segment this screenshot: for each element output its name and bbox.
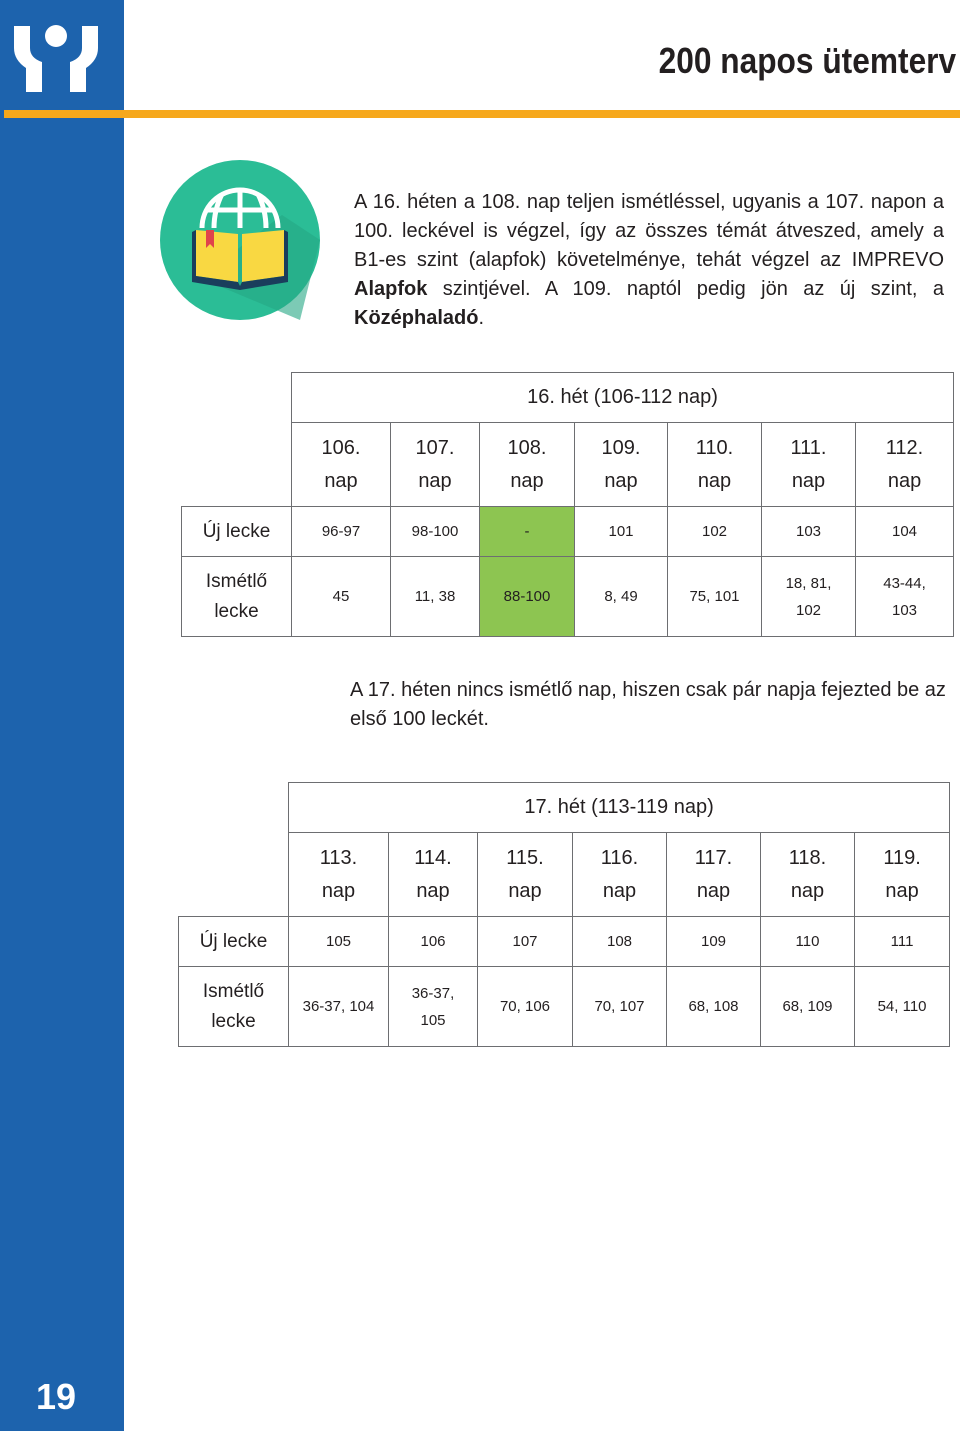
table-cell: 11, 38: [391, 557, 480, 637]
table-cell: 96-97: [292, 507, 391, 557]
day-header: 114. nap: [389, 833, 478, 917]
table-cell: 102: [668, 507, 762, 557]
table-corner: [182, 423, 292, 507]
day-header: 110. nap: [668, 423, 762, 507]
day-header: 111. nap: [762, 423, 856, 507]
table-cell: 8, 49: [575, 557, 668, 637]
table-cell: 36-37, 105: [389, 967, 478, 1047]
table-cell: 68, 108: [667, 967, 761, 1047]
week17-schedule-table: [178, 782, 950, 1047]
day-header: 119. nap: [855, 833, 950, 917]
table-row: [179, 833, 950, 917]
table-corner: [179, 783, 289, 833]
table-corner: [179, 833, 289, 917]
week17-note: A 17. héten nincs ismétlő nap, hiszen csak pár napja fejezted be az első 100 leckét.: [350, 679, 946, 730]
table-row: [182, 507, 954, 557]
table-cell: 70, 107: [573, 967, 667, 1047]
table-cell: 109: [667, 917, 761, 967]
week16-title: 16. hét (106-112 nap): [292, 373, 954, 423]
table-cell: 103: [762, 507, 856, 557]
day-header: 109. nap: [575, 423, 668, 507]
intro-text: szintjével. A 109. naptól pedig jön az új szint, a: [427, 278, 944, 300]
day-header: 108. nap: [480, 423, 575, 507]
table-row: [182, 423, 954, 507]
table-cell: 36-37, 104: [289, 967, 389, 1047]
table-cell: 54, 110: [855, 967, 950, 1047]
table-cell: 108: [573, 917, 667, 967]
table-cell: 104: [856, 507, 954, 557]
table-cell: 101: [575, 507, 668, 557]
table-cell: 106: [389, 917, 478, 967]
review-lesson-label: Ismétlő lecke: [182, 557, 292, 637]
intro-text: .: [478, 307, 485, 329]
day-header: 107. nap: [391, 423, 480, 507]
globe-book-icon: [160, 160, 320, 320]
table-cell: 98-100: [391, 507, 480, 557]
table-cell: 111: [855, 917, 950, 967]
day-header: 112. nap: [856, 423, 954, 507]
intro-bold-level: Alapfok: [354, 278, 428, 300]
table-cell: 18, 81, 102: [762, 557, 856, 637]
new-lesson-label: Új lecke: [182, 507, 292, 557]
intro-bold-next-level: Középhaladó: [354, 307, 479, 329]
week16-schedule-table: [181, 372, 954, 637]
week17-title: 17. hét (113-119 nap): [289, 783, 950, 833]
table-cell-highlight: 88-100: [480, 557, 575, 637]
table-cell-highlight: -: [480, 507, 575, 557]
table-cell: 68, 109: [761, 967, 855, 1047]
day-header: 106. nap: [292, 423, 391, 507]
day-header: 117. nap: [667, 833, 761, 917]
table-cell: 45: [292, 557, 391, 637]
intro-text: A 16. héten a 108. nap teljen ismétléssel, ugyanis a 107. napon a 100. leckével is végzel, így az összes témát átveszed, amely a B1-es szint (alapfok) követelménye, tehát végzel az IMPREVO: [354, 191, 944, 271]
page-number: 19: [35, 1376, 77, 1417]
day-header: 115. nap: [478, 833, 573, 917]
table-cell: 43-44, 103: [856, 557, 954, 637]
review-lesson-label: Ismétlő lecke: [179, 967, 289, 1047]
page-title: 200 napos ütemterv: [658, 40, 956, 81]
header-rule: [4, 110, 960, 118]
table-corner: [182, 373, 292, 423]
sidebar: [0, 0, 124, 1431]
day-header: 118. nap: [761, 833, 855, 917]
day-header: 116. nap: [573, 833, 667, 917]
table-row: [179, 917, 950, 967]
day-header: 113. nap: [289, 833, 389, 917]
table-cell: 70, 106: [478, 967, 573, 1047]
table-row: [179, 967, 950, 1047]
new-lesson-label: Új lecke: [179, 917, 289, 967]
table-cell: 110: [761, 917, 855, 967]
table-cell: 107: [478, 917, 573, 967]
table-cell: 75, 101: [668, 557, 762, 637]
table-row: [182, 557, 954, 637]
person-y-logo-icon: [12, 22, 100, 94]
intro-paragraph: [354, 188, 944, 333]
table-cell: 105: [289, 917, 389, 967]
